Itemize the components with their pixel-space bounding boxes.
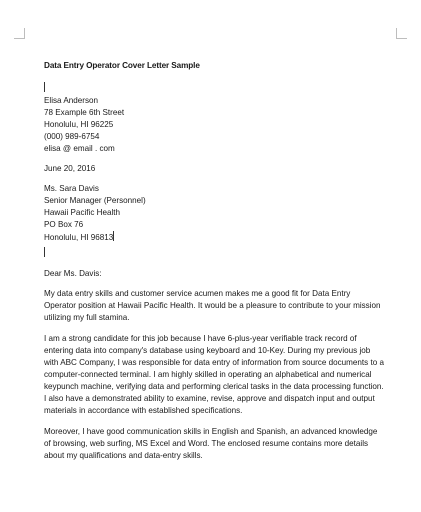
body-paragraph-2: I am a strong candidate for this job because I have 6-plus-year verifiable track record of entering data into company's database using keyboard and 10-Key. During my previous job with ABC Company, I was responsible for data entry of information from source documents to a computer-connected terminal. I am highly skilled in operating an alphabetical and numerical keypunch machine, verifying data and performing clerical tasks in the data processing function. I also have a demonstrated ability to examine, revise, approve and dispatch input and output materials in accordance with established specifications. <box>44 334 384 415</box>
sender-phone: (000) 989-6754 <box>44 132 100 141</box>
margin-corner-mark-top-left <box>14 28 25 39</box>
recipient-company: Hawaii Pacific Health <box>44 208 121 217</box>
sender-email: elisa @ email . com <box>44 144 115 153</box>
text-cursor-line <box>44 247 384 260</box>
text-cursor <box>113 231 114 241</box>
sender-name: Elisa Anderson <box>44 96 98 105</box>
letter-date: June 20, 2016 <box>44 164 96 173</box>
recipient-name: Ms. Sara Davis <box>44 184 99 193</box>
text-cursor-line <box>44 82 384 95</box>
text-cursor <box>44 82 45 92</box>
document-title: Data Entry Operator Cover Letter Sample <box>44 61 200 70</box>
text-cursor <box>44 247 45 257</box>
spacer <box>44 155 384 163</box>
document-body[interactable] <box>44 60 384 462</box>
sender-street: 78 Example 6th Street <box>44 108 125 117</box>
sender-address <box>44 95 384 155</box>
salutation: Dear Ms. Davis: <box>44 269 102 278</box>
spacer <box>44 280 384 288</box>
spacer <box>44 260 384 268</box>
spacer <box>44 175 384 183</box>
sender-city: Honolulu, HI 96225 <box>44 120 114 129</box>
recipient-city: Honolulu, HI 96813 <box>44 233 114 242</box>
recipient-position: Senior Manager (Personnel) <box>44 196 146 205</box>
recipient-address <box>44 183 384 244</box>
body-paragraph-1: My data entry skills and customer service acumen makes me a good fit for Data Entry Operator position at Hawaii Pacific Health. It would be a pleasure to contribute to your mission utilizing my full stamina. <box>44 289 381 322</box>
body-paragraph-3: Moreover, I have good communication skills in English and Spanish, an advanced knowledge of browsing, web surfing, MS Excel and Word. The enclosed resume contains more details about my qualifications and data-entry skills. <box>44 427 378 460</box>
recipient-box: PO Box 76 <box>44 220 84 229</box>
margin-corner-mark-top-right <box>396 28 407 39</box>
recipient-city-line <box>44 231 384 244</box>
